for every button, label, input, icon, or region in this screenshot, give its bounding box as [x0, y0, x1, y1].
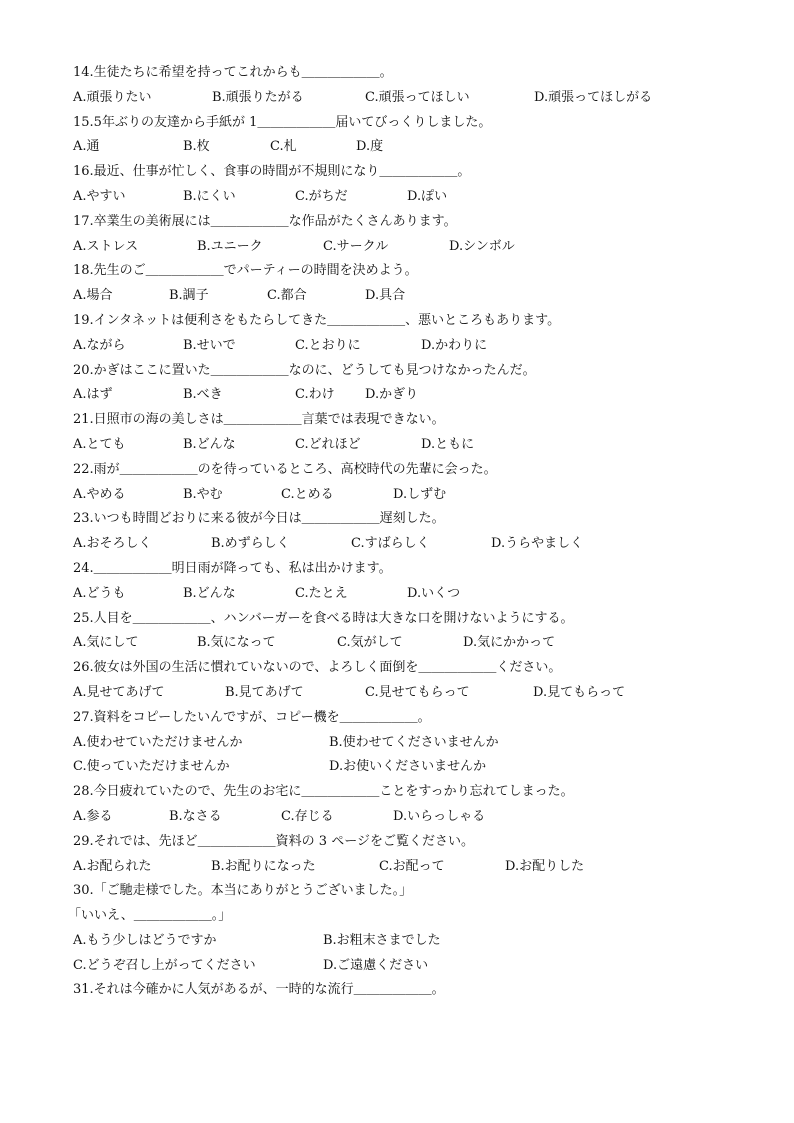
options-row: [73, 929, 753, 954]
option-c: C.すばらしく: [351, 536, 430, 552]
option-b: B.見てあげて: [225, 684, 304, 700]
question-stem: 14.生徒たちに希望を持ってこれからも＿＿＿＿＿＿。: [73, 65, 393, 80]
option-a: A.お配られた: [73, 858, 152, 874]
question-stem: 15.5年ぶりの友達から手紙が 1＿＿＿＿＿＿届いてびっくりしました。: [73, 114, 492, 130]
option-a: A.頑張りたい: [73, 89, 152, 105]
question-stem: 28.今日疲れていたので、先生のお宅に＿＿＿＿＿＿ことをすっかり忘れてしまった。: [73, 784, 574, 800]
option-d: D.いくつ: [407, 585, 461, 601]
option-c: C.がちだ: [295, 188, 348, 204]
options-row: [73, 855, 753, 880]
option-b: B.どんな: [183, 436, 236, 452]
option-a: A.どうも: [73, 585, 126, 601]
question-stem: 30.「ご馳走様でした。本当にありがとうございました。」: [73, 883, 413, 899]
option-d: D.ともに: [421, 436, 475, 452]
option-a: A.おそろしく: [73, 536, 152, 552]
options-row: [73, 954, 753, 979]
options-row: [73, 433, 753, 458]
option-d: D.見てもらって: [533, 684, 626, 700]
option-d: D.かぎり: [365, 387, 419, 403]
option-c: C.都合: [267, 288, 307, 304]
option-c: C.たとえ: [295, 585, 348, 601]
question-stem: 20.かぎはここに置いた＿＿＿＿＿＿なのに、どうしても見つけなかったんだ。: [73, 362, 536, 378]
options-row: [73, 235, 753, 260]
option-d: D.うらやましく: [491, 536, 584, 552]
option-b: B.調子: [169, 288, 209, 304]
option-b: B.なさる: [169, 808, 222, 824]
option-b: B.べき: [183, 387, 223, 403]
options-row: [73, 805, 753, 830]
option-a: A.通: [73, 139, 100, 155]
question-stem: 25.人目を＿＿＿＿＿＿、ハンバーガーを食べる時は大きな口を開けないようにする。: [73, 610, 574, 626]
option-c: C.どうぞ召し上がってください: [73, 957, 256, 973]
question-stem: 24.＿＿＿＿＿＿明日雨が降っても、私は出かけます。: [73, 560, 392, 576]
option-a: A.場合: [73, 288, 113, 304]
option-c: C.どれほど: [295, 436, 361, 452]
option-c: C.サークル: [323, 238, 389, 254]
option-b: B.枚: [183, 139, 210, 155]
option-b: B.めずらしく: [211, 536, 290, 552]
option-c: C.見せてもらって: [365, 684, 470, 700]
option-c: C.お配って: [379, 858, 445, 874]
option-a: A.はず: [73, 387, 113, 403]
option-c: C.存じる: [281, 808, 334, 824]
option-c: C.とめる: [281, 486, 334, 502]
option-b: B.どんな: [183, 585, 236, 601]
options-row: [73, 755, 753, 780]
option-c: C.わけ: [295, 387, 335, 403]
options-row: [73, 334, 753, 359]
option-d: D.気にかかって: [463, 635, 556, 651]
options-row: [73, 383, 753, 408]
option-d: D.頑張ってほしがる: [534, 89, 653, 105]
option-d: D.ご遠慮ください: [323, 957, 429, 973]
question-stem: 31.それは今確かに人気があるが、一時的な流行＿＿＿＿＿＿。: [73, 982, 445, 998]
question-stem: 26.彼女は外国の生活に慣れていないので、よろしく面倒を＿＿＿＿＿＿ください。: [73, 660, 562, 676]
option-d: D.いらっしゃる: [393, 808, 486, 824]
question-stem: 16.最近、仕事が忙しく、食事の時間が不規則になり＿＿＿＿＿＿。: [73, 164, 471, 180]
option-c: C.札: [270, 139, 297, 155]
option-d: D.しずむ: [393, 486, 447, 502]
question-stem: 18.先生のご＿＿＿＿＿＿でパーティーの時間を決めよう。: [73, 263, 418, 279]
option-a: A.ストレス: [73, 238, 139, 254]
options-row: [73, 532, 753, 557]
options-row: [73, 86, 753, 111]
option-d: D.シンボル: [449, 238, 515, 254]
question-stem: 21.日照市の海の美しさは＿＿＿＿＿＿言葉では表現できない。: [73, 412, 445, 428]
exam-page: [68, 61, 753, 1003]
option-d: D.ぽい: [407, 188, 448, 204]
options-row: [73, 631, 753, 656]
question-stem: 17.卒業生の美術展には＿＿＿＿＿＿な作品がたくさんあります。: [73, 213, 457, 229]
option-d: D.具合: [365, 288, 406, 304]
options-row: [73, 681, 753, 706]
options-row: [73, 483, 753, 508]
option-b: B.にくい: [183, 188, 236, 204]
option-c: C.気がして: [337, 635, 403, 651]
options-row: [73, 284, 753, 309]
question-stem-reply: 「いいえ、＿＿＿＿＿＿。」: [68, 908, 232, 924]
option-a: A.もう少しはどうですか: [73, 932, 217, 948]
option-a: A.やすい: [73, 188, 126, 204]
question-stem: 22.雨が＿＿＿＿＿＿のを待っているところ、高校時代の先輩に会った。: [73, 461, 497, 477]
option-a: A.気にして: [73, 635, 139, 651]
option-b: B.やむ: [183, 486, 223, 502]
option-d: D.かわりに: [421, 337, 488, 353]
option-d: D.お使いくださいませんか: [329, 759, 487, 775]
option-a: A.ながら: [73, 337, 126, 353]
options-row: [73, 731, 753, 756]
option-a: A.見せてあげて: [73, 684, 165, 700]
option-a: A.とても: [73, 436, 126, 452]
option-d: D.度: [356, 139, 384, 155]
option-b: B.せいで: [183, 337, 236, 353]
option-a: A.使わせていただけませんか: [73, 734, 243, 750]
question-stem: 29.それでは、先ほど＿＿＿＿＿＿資料の 3 ページをご覧ください。: [73, 833, 474, 849]
option-d: D.お配りした: [505, 858, 585, 874]
option-b: B.お配りになった: [211, 858, 316, 874]
option-c: C.使っていただけませんか: [73, 759, 230, 775]
option-b: B.使わせてくださいませんか: [329, 734, 499, 750]
option-b: B.お粗末さまでした: [323, 932, 441, 948]
option-b: B.気になって: [197, 635, 276, 651]
options-row: [73, 185, 753, 210]
option-c: C.とおりに: [295, 337, 361, 353]
options-row: [73, 135, 753, 160]
option-a: A.参る: [73, 808, 113, 824]
option-a: A.やめる: [73, 486, 126, 502]
options-row: [73, 582, 753, 607]
question-stem: 19.インタネットは便利さをもたらしてきた＿＿＿＿＿＿、悪いところもあります。: [73, 312, 561, 328]
question-stem: 23.いつも時間どおりに来る彼が今日は＿＿＿＿＿＿遅刻した。: [73, 511, 445, 527]
question-stem: 27.資料をコピーしたいんですが、コピー機を＿＿＿＿＿＿。: [73, 709, 431, 725]
option-b: B.ユニーク: [197, 238, 263, 254]
option-b: B.頑張りたがる: [212, 89, 304, 105]
option-c: C.頑張ってほしい: [365, 89, 470, 105]
